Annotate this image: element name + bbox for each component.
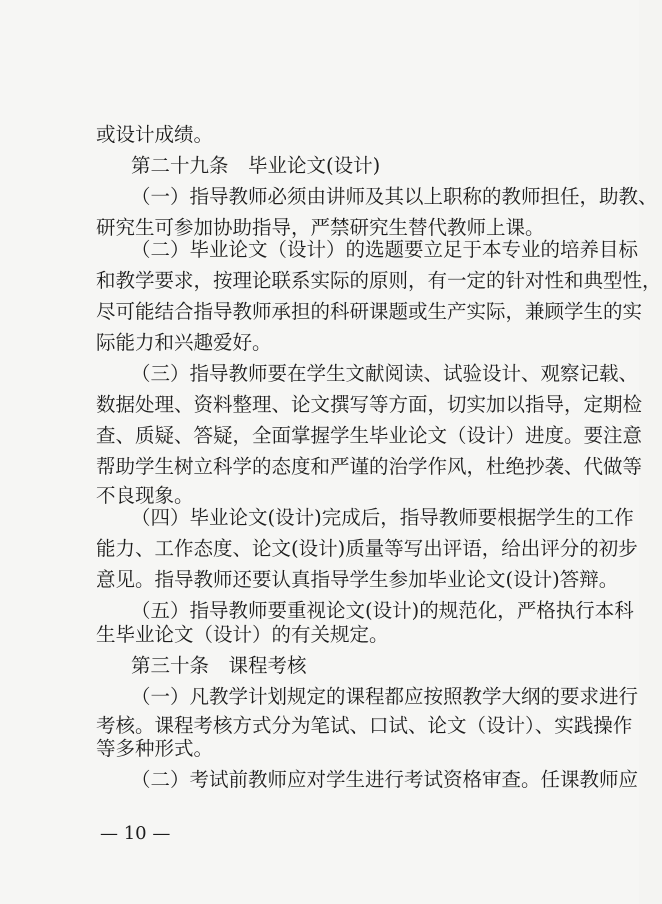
paragraph-line: 数据处理、资料整理、论文撰写等方面，切实加以指导，定期检 bbox=[96, 393, 643, 416]
paragraph-line: 或设计成绩。 bbox=[96, 123, 214, 146]
paragraph-line: （五）指导教师要重视论文(设计)的规范化，严格执行本科 bbox=[131, 599, 634, 622]
page-number: — 10 — bbox=[100, 823, 171, 844]
paragraph-line: 尽可能结合指导教师承担的科研课题或生产实际，兼顾学生的实 bbox=[96, 300, 643, 323]
article-heading-30: 第三十条 课程考核 bbox=[131, 654, 307, 677]
paragraph-line: （一）凡教学计划规定的课程都应按照教学大纲的要求进行 bbox=[131, 685, 639, 708]
paragraph-line: 和教学要求，按理论联系实际的原则，有一定的针对性和典型性， bbox=[96, 269, 662, 292]
paragraph-line: 查、质疑、答疑，全面掌握学生毕业论文（设计）进度。要注意 bbox=[96, 424, 643, 447]
paragraph-line: （二）毕业论文（设计）的选题要立足于本专业的培养目标 bbox=[131, 238, 639, 261]
paragraph-line: 帮助学生树立科学的态度和严谨的治学作风，杜绝抄袭、代做等 bbox=[96, 455, 643, 478]
paragraph-line: （四）毕业论文(设计)完成后，指导教师要根据学生的工作 bbox=[131, 506, 634, 529]
paragraph-line: （一）指导教师必须由讲师及其以上职称的教师担任，助教、 bbox=[131, 185, 658, 208]
paragraph-line: 不良现象。 bbox=[96, 484, 194, 507]
paragraph-line: 生毕业论文（设计）的有关规定。 bbox=[96, 623, 389, 646]
paragraph-line: （三）指导教师要在学生文献阅读、试验设计、观察记载、 bbox=[131, 362, 639, 385]
paragraph-line: （二）考试前教师应对学生进行考试资格审查。任课教师应 bbox=[131, 768, 639, 791]
paragraph-line: 研究生可参加协助指导，严禁研究生替代教师上课。 bbox=[96, 216, 545, 239]
paragraph-line: 际能力和兴趣爱好。 bbox=[96, 331, 272, 354]
paragraph-line: 等多种形式。 bbox=[96, 737, 214, 760]
article-heading-29: 第二十九条 毕业论文(设计) bbox=[131, 154, 381, 177]
paragraph-line: 能力、工作态度、论文(设计)质量等写出评语，给出评分的初步 bbox=[96, 537, 638, 560]
paragraph-line: 意见。指导教师还要认真指导学生参加毕业论文(设计)答辩。 bbox=[96, 568, 619, 591]
paragraph-line: 考核。课程考核方式分为笔试、口试、论文（设计）、实践操作 bbox=[96, 714, 633, 737]
